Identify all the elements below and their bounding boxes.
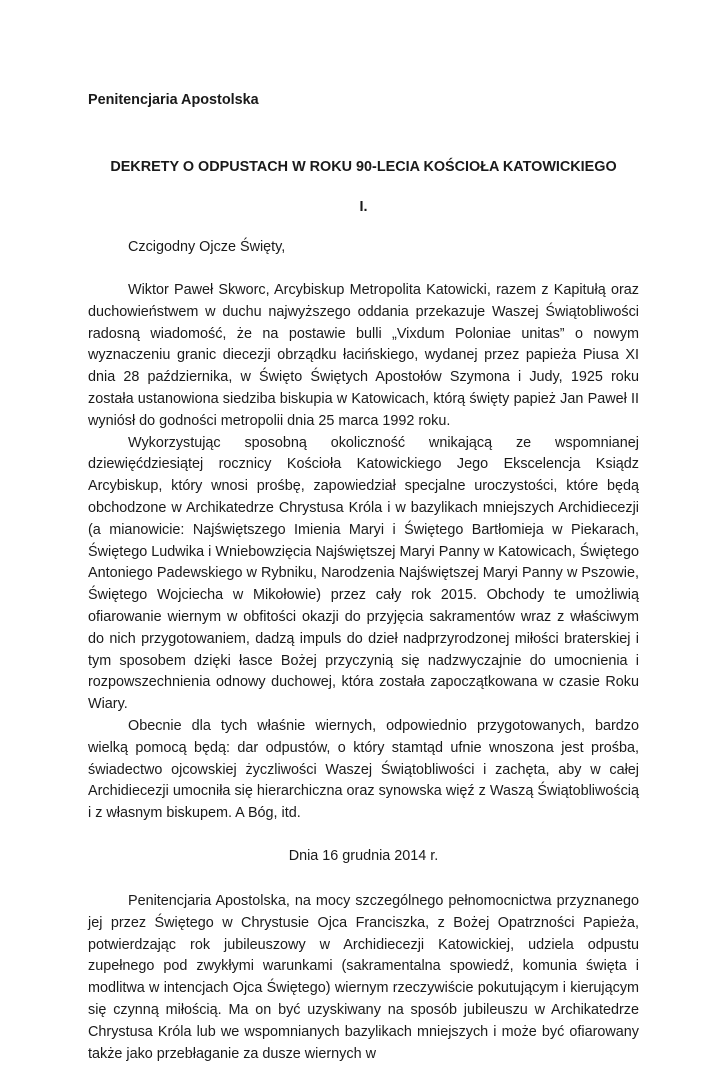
document-body xyxy=(88,90,639,1065)
document-date: Dnia 16 grudnia 2014 r. xyxy=(288,847,439,864)
section-number: I. xyxy=(359,199,368,215)
salutation: Czcigodny Ojcze Święty, xyxy=(128,239,286,255)
paragraph-3: Obecnie dla tych właśnie wiernych, odpowiednio przygotowanych, bardzo wielką pomocą będą: dar odpustów, o który stamtąd ufnie wnoszona jest prośba, świadectwo ojcowskiej życzliwości Waszej Świątobliwości i zachęta, aby w całej Archidiecezji umocniła się hierarchiczna oraz synowska więź z Waszą Świątobliwością i z własnym biskupem. A Bóg, itd. xyxy=(88,717,639,822)
closing-paragraph: Penitencjaria Apostolska, na mocy szczególnego pełnomocnictwa przyznanego jej przez Świętego w Chrystusie Ojca Franciszka, z Bożej Opatrzności Papieża, potwierdzając rok jubileuszowy w Archidiecezji Katowickiej, udziela odpustu zupełnego pod zwykłymi warunkami (sakramentalna spowiedź, komunia święta i modlitwa w intencjach Ojca Świętego) wiernym rzeczywiście pokutującym i kierującym się czynną miłością. Ma on być uzyskiwany na sposób jubileuszu w Archikatedrze Chrystusa Króla lub we wspomnianych bazylikach mniejszych i może być ofiarowany także jako przebłaganie za dusze wiernych w xyxy=(88,892,639,1062)
paragraph-2: Wykorzystując sposobną okoliczność wnikającą ze wspomnianej dziewięćdziesiątej rocznicy Kościoła Katowickiego Jego Ekscelencja Ksiądz Arcybiskup, który wnosi prośbę, zapowiedział specjalne uroczystości, które będą obchodzone w Archikatedrze Chrystusa Króla i w bazylikach mniejszych Archidiecezji (a mianowicie: Najświętszego Imienia Maryi i Świętego Bartłomieja w Piekarach, Świętego Ludwika i Wniebowzięcia Najświętszej Maryi Panny w Katowicach, Świętego Antoniego Padewskiego w Rybniku, Narodzenia Najświętszej Maryi Panny w Pszowie, Świętego Wojciecha w Mikołowie) przez cały rok 2015. Obchody te umożliwią ofiarowanie wiernym w obfitości okazji do przyjęcia sakramentów wraz z właściwym do nich przygotowaniem, dadzą impuls do dzieł nadprzyrodzonej miłości braterskiej i tym sposobem dzięki łasce Bożej przyczynią się nadzwyczajnie do umocnienia i rozpowszechnienia odnowy duchowej, która została zapoczątkowana w czasie Roku Wiary. xyxy=(88,434,639,713)
issuing-organization: Penitencjaria Apostolska xyxy=(88,92,259,108)
paragraph-1: Wiktor Paweł Skworc, Arcybiskup Metropolita Katowicki, razem z Kapitułą oraz duchowieństwem w duchu najwyższego oddania przekazuje Waszej Świątobliwości radosną wiadomość, że na postawie bulli „Vixdum Poloniae unitas” o nowym wyznaczeniu granic diecezji obrządku łacińskiego, wydanej przez papieża Piusa XI dnia 28 października, w Święto Świętych Apostołów Szymona i Judy, 1925 roku została ustanowiona siedziba biskupia w Katowicach, którą święty papież Jan Paweł II wyniósł do godności metropolii dnia 25 marca 1992 roku. xyxy=(88,282,639,429)
document-title: DEKRETY O ODPUSTACH W ROKU 90-LECIA KOŚCIOŁA KATOWICKIEGO xyxy=(110,159,617,175)
